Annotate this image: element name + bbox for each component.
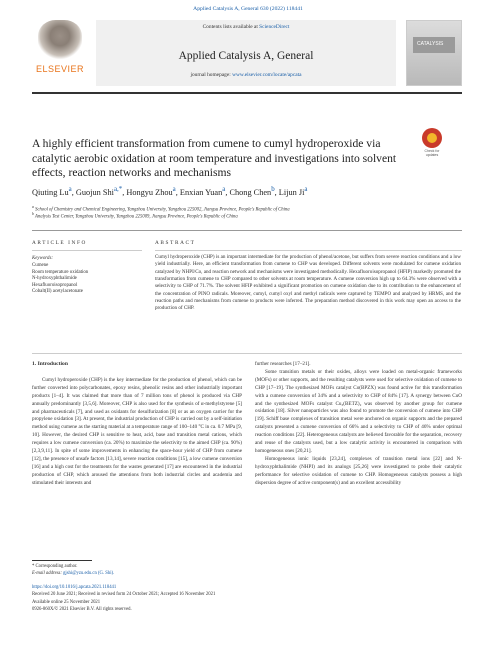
article-info-heading: ARTICLE INFO [32, 240, 87, 246]
email-line: E-mail address: gjshi@yzu.edu.cn (G. Shi). [32, 571, 115, 576]
body-column-right [255, 361, 462, 488]
keywords-label: Keywords: [32, 256, 54, 261]
abstract-bottom-divider [32, 353, 462, 354]
crossmark-bookmark-icon [427, 133, 437, 143]
author[interactable]: Chong Chen$^b$ [229, 186, 275, 197]
journal-title: Applied Catalysis A, General [178, 50, 314, 62]
abstract-text: Cumyl hydroperoxide (CHP) is an important intermediate for the production of phenol/acetone, but suffers from severe reaction conditions and a low yield industrially. Here, an efficient transformation from cumene to CHP was developed. Different solvents were modulated for cumene oxidation catalyzed by NHPI/Co, and reaction network and mechanisms were investigated methodically. Hexafluoroisopropanol (HFIP) markedly promoted the transformation from cumene to CHP compared to other solvents at room temperature. A cumene conversion high up to 64.3% were observed with a selectivity to CHP of 71.7%. The solvent HFIP exhibited a significant promotion on cumene oxidation due to its contribution to the enhancement of the concentration of PINO radicals. Moreover, cumyl, cumyl oxyl and methyl radicals were captured by TEMPO and analyzed by HRMS, and the reaction paths and mechanisms from cumene to products were inferred. The preparation method discovered in this work may open an access to the production of CHP. [155, 254, 461, 312]
section-heading: 1. Introduction [32, 361, 68, 367]
abstract-divider [155, 250, 462, 251]
abstract-heading: ABSTRACT [155, 240, 196, 246]
keywords-divider [32, 250, 142, 251]
author[interactable]: Enxian Yuan$^a$ [179, 186, 226, 197]
sciencedirect-link[interactable]: ScienceDirect [259, 24, 290, 30]
body-paragraph: Cumyl hydroperoxide (CHP) is the key intermediate for the production of phenol, which can be further converted into polycarbonates, epoxy resins, phenolic resins and other industrially important products [1–4]. It was claimed that more than of 7 million tons of phenol is produced via CHP annually predominantly [3,5,6]. Moreover, CHP is also used for the synthesis of α-methylstyrene [5] and pharmaceuticals [7], and used as oxidants for desulfurization [8] or as an oxygen carrier for the propylene oxidation [3]. At present, the industrial production of CHP is carried out by a self-initiation method using cumene as the starting material at a temperature range of 100–140 °C in ca. 0.7 MPa [9, 10]. However, the desired CHP is sensitive to heat, acid, base and transition metal cations, which requires a low cumene conversion (ca. 20%) to maximize the selectivity to the aimed CHP (ca. 90%) [2,3,9,11]. In spite of some improvements in enhancing the space-hour yield of CHP from cumene [12], the presence of unsafe factors [13,14], severe reaction conditions [15], a low cumene conversion [16] and a high cost for the treatments for the wastes generated [17] are encountered in the industrial production of CHP, which aroused the attentions from both industrial circles and academia and stimulated their interests and [32, 376, 242, 486]
body-column-left [32, 361, 242, 488]
author[interactable]: Lijun Ji$^a$ [278, 186, 308, 197]
cover-label: CATALYSIS [417, 41, 444, 47]
journal-header [96, 20, 396, 86]
homepage-link[interactable]: www.elsevier.com/locate/apcata [232, 72, 302, 78]
footnotes [32, 563, 114, 577]
affiliation-divider [32, 230, 462, 231]
affiliation-a: $^a$ School of Chemistry and Chemical Engineering, Yangzhou University, Yangzhou 225002, Jiangsu Province, People's Republic of China [32, 205, 290, 213]
body-paragraph: further researches [17–21]. [255, 361, 311, 367]
copyright-line: 0926-860X/© 2021 Elsevier B.V. All rights reserved. [32, 607, 132, 613]
doi-link[interactable]: https://doi.org/10.1016/j.apcata.2021.118441 [32, 585, 117, 590]
email-link[interactable]: gjshi@yzu.edu.cn (G. Shi). [63, 571, 115, 576]
header-divider [32, 92, 462, 94]
keyword: Room temperature oxidation [32, 269, 89, 275]
available-line: Available online 25 November 2021 [32, 599, 101, 605]
keyword: N-hydroxyphthalimide [32, 276, 77, 282]
homepage-line [96, 72, 396, 78]
keywords-list [32, 263, 88, 296]
author[interactable]: Qiuting Lu$^a$ [32, 186, 72, 197]
contents-prefix: Contents lists available at [202, 24, 260, 30]
corresponding-author-note: * Corresponding author. [32, 564, 78, 569]
contents-line [96, 24, 396, 30]
body-paragraph: Some transition metals or their oxides, alloys were loaded on metal-organic frameworks (MOFs) or other supports, and the resulting catalysts were used for selective oxidation of cumene to CHP [17–19]. The synthesized MOFs catalyst Co(BPZX) was found active for this transformation with a cumene conversion of 34% and a selectivity to CHP of 84% [17]. A synergy between CuO and the synthesized MOFs catalyst Cu₃(BETZ)₂ was observed by another group for cumene oxidation [18]. Silver nanoparticles was also found to promote the conversion of cumene into CHP [19]. Schiff base complexes of transition metal were anchored on organic supports and the prepared catalysts presented a cumene conversion of 66% and a selectivity to CHP of 46% under optimal reaction conditions [22]. Heterogeneous catalysts are believed favorable for the separation, recovery and reuse of the catalysts used, but a low catalytic activity is encountered in comparison with homogeneous ones [20,21]. [255, 368, 462, 454]
keyword: Cobalt(II) acetylacetonate [32, 289, 83, 295]
keyword: Hexafluoroisopropanol [32, 282, 78, 288]
author[interactable]: Hongyu Zhou$^a$ [126, 186, 176, 197]
publisher-name: ELSEVIER [35, 64, 85, 74]
body-paragraph: Homogeneous ionic liquids [23,24], complexes of transition metal ions [22] and N-hydroxyphthalimide (NHPI) and its analogs [25,26] were investigated to probe their catalytic performance for selective oxidation of cumene to CHP. Homogeneous catalysts possess a high dispersion degree of active component(s) and an excellent accessibility [255, 455, 462, 486]
affiliation-b: $^b$ Analysis Test Center, Yangzhou University, Yangzhou 225009, Jiangsu Province, People's Republic of China [32, 212, 238, 220]
tree-logo-icon [38, 20, 82, 60]
journal-cover-image[interactable] [406, 20, 462, 86]
author[interactable]: Guojun Shi$^{a,*}$ [75, 186, 123, 197]
elsevier-logo[interactable] [32, 20, 88, 80]
crossmark-label: Check for updates [424, 149, 440, 157]
keyword: Cumene [32, 263, 49, 268]
history-line: Received 20 June 2021; Received in revised form 24 October 2021; Accepted 16 November 2021 [32, 592, 216, 598]
crossmark-button[interactable] [418, 128, 446, 158]
article-metadata [32, 584, 215, 614]
homepage-prefix: journal homepage: [190, 72, 233, 78]
article-title: A highly efficient transformation from cumene to cumyl hydroperoxide via catalytic aerobic oxidation at room temperature and investigations into solvent effects, reaction networks and mechanisms [32, 137, 397, 179]
footnote-divider [32, 560, 92, 561]
author-list: Qiuting Lu$^a$, Guojun Shi$^{a,*}$, Hongyu Zhou$^a$, Enxian Yuan$^a$, Chong Chen$^b$, Lijun Ji$^a$ [32, 186, 308, 197]
journal-reference[interactable]: Applied Catalysis A, General 630 (2022) 118441 [193, 6, 303, 12]
